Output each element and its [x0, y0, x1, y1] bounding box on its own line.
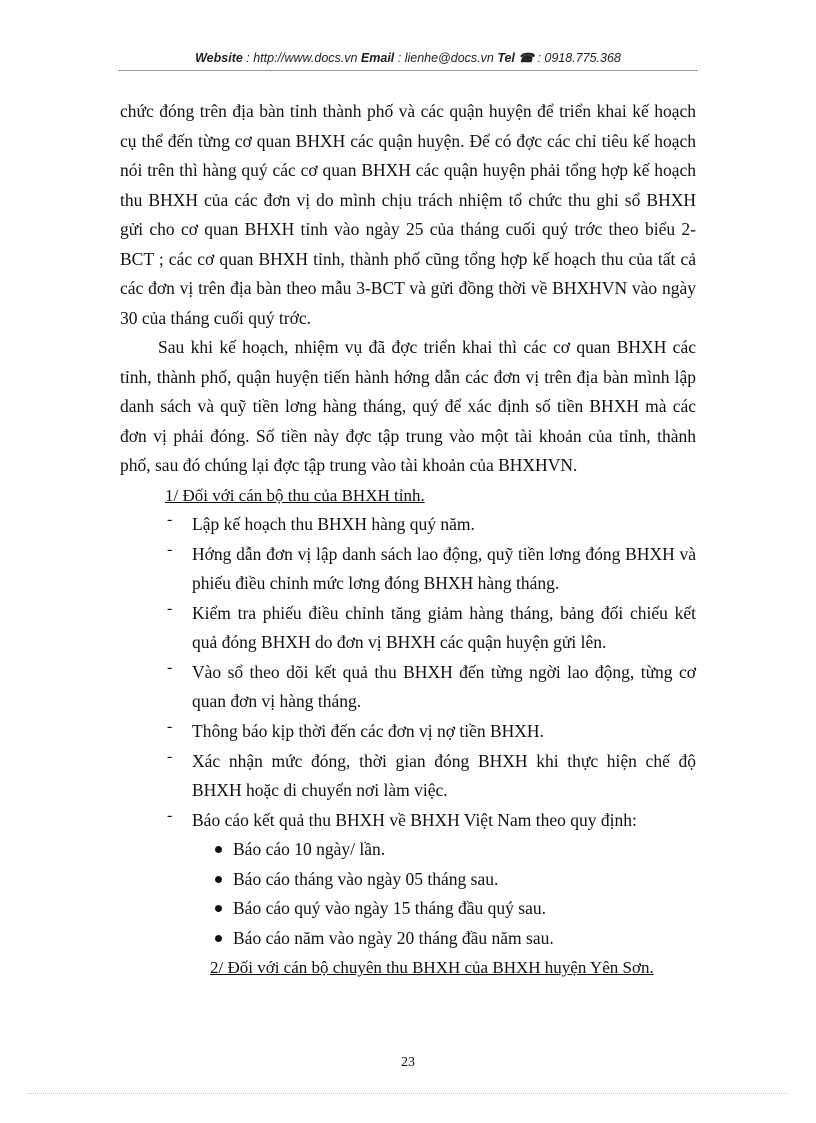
list-item-text: Vào sổ theo dõi kết quả thu BHXH đến từng ngời lao động, từng cơ quan đơn vị hàng tháng.: [192, 662, 696, 711]
list-item-text: Xác nhận mức đóng, thời gian đóng BHXH khi thực hiện chế độ BHXH hoặc di chuyển nơi làm việc.: [192, 751, 696, 800]
list-item-text: Báo cáo tháng vào ngày 05 tháng sau.: [233, 868, 499, 889]
list-item-text: Kiểm tra phiếu điều chỉnh tăng giảm hàng tháng, bảng đối chiếu kết quả đóng BHXH do đơn vị BHXH các quận huyện gửi lên.: [192, 603, 696, 652]
paragraph-1: chức đóng trên địa bàn tỉnh thành phố và các quận huyện để triển khai kế hoạch cụ thể đến từng cơ quan BHXH các quận huyện. Để có đợc các chỉ tiêu kế hoạch nói trên thì hàng quý các cơ quan BHXH các quận huyện phải tổng hợp kế hoạch thu BHXH của các đơn vị do mình chịu trách nhiệm tổ chức thu ghi sổ BHXH gửi cho cơ quan BHXH tỉnh vào ngày 25 của tháng cuối quý trớc theo biểu 2- BCT ; các cơ quan BHXH tỉnh, thành phố cũng tổng hợp kế hoạch thu của tất cả các đơn vị trên địa bàn theo mẫu 3-BCT và gửi đồng thời về BHXHVN vào ngày 30 của tháng cuối quý trớc.: [120, 101, 696, 328]
list-item: [120, 747, 696, 805]
list-item-text: Hớng dẫn đơn vị lập danh sách lao động, quỹ tiền lơng đóng BHXH và phiếu điều chỉnh mức lơng đóng BHXH hàng tháng.: [192, 544, 696, 593]
page-number: 23: [401, 1055, 415, 1070]
email-value: : lienhe@docs.vn: [394, 51, 498, 65]
header-divider: [118, 70, 698, 71]
list-item: [120, 835, 696, 865]
email-label: Email: [360, 51, 395, 65]
section-1-list: [120, 510, 696, 835]
list-item: [120, 510, 696, 539]
bullet-dot-icon: [215, 876, 222, 883]
dash-bullet: -: [167, 659, 173, 676]
list-item: [120, 865, 696, 895]
list-item: [120, 894, 696, 924]
footer-divider: [28, 1093, 788, 1094]
website-value: : http://www.docs.vn: [242, 51, 361, 65]
telephone-icon: ☎: [518, 51, 534, 65]
list-item: [120, 658, 696, 716]
list-item-text: Thông báo kịp thời đến các đơn vị nợ tiền BHXH.: [192, 721, 544, 741]
bullet-dot-icon: [215, 905, 222, 912]
list-item-text: Báo cáo quý vào ngày 15 tháng đầu quý sau.: [233, 898, 546, 918]
dash-bullet: -: [167, 807, 173, 824]
report-schedule-list: [120, 835, 696, 953]
section-1-heading: 1/ Đối với cán bộ thu của BHXH tỉnh.: [165, 485, 425, 505]
list-item-text: Báo cáo 10 ngày/ lần.: [233, 839, 386, 859]
list-item: [120, 599, 696, 657]
dash-bullet: -: [167, 511, 173, 528]
list-item: [120, 717, 696, 746]
dash-bullet: -: [167, 600, 173, 617]
dash-bullet: -: [167, 718, 173, 735]
paragraph-2: Sau khi kế hoạch, nhiệm vụ đã đợc triển khai thì các cơ quan BHXH các tỉnh, thành phố, quận huyện tiến hành hớng dẫn các đơn vị trên địa bàn mình lập danh sách và quỹ tiền lơng hàng tháng, quý để xác định số tiền BHXH mà các đơn vị phải đóng. Số tiền này đợc tập trung vào một tài khoản của tỉnh, thành phố, sau đó chúng lại đợc tập trung vào tài khoản của BHXHVN.: [120, 337, 696, 475]
list-item-text: Lập kế hoạch thu BHXH hàng quý năm.: [192, 514, 475, 534]
list-item-text: Báo cáo năm vào ngày 20 tháng đầu năm sau.: [233, 927, 554, 948]
dash-bullet: -: [167, 748, 173, 765]
list-item: [120, 540, 696, 598]
list-item-text: Báo cáo kết quả thu BHXH về BHXH Việt Nam theo quy định:: [192, 810, 637, 830]
bullet-dot-icon: [215, 935, 222, 942]
dash-bullet: -: [167, 541, 173, 558]
list-item: [120, 924, 696, 954]
tel-label: Tel: [497, 51, 515, 65]
list-item: [120, 806, 696, 835]
page-header: [120, 50, 696, 65]
bullet-dot-icon: [215, 846, 222, 853]
website-label: Website: [195, 51, 243, 65]
document-body: [120, 97, 696, 983]
tel-value: : 0918.775.368: [533, 51, 621, 65]
section-2-heading: 2/ Đối với cán bộ chuyên thu BHXH của BHXH huyện Yên Sơn.: [210, 958, 654, 977]
